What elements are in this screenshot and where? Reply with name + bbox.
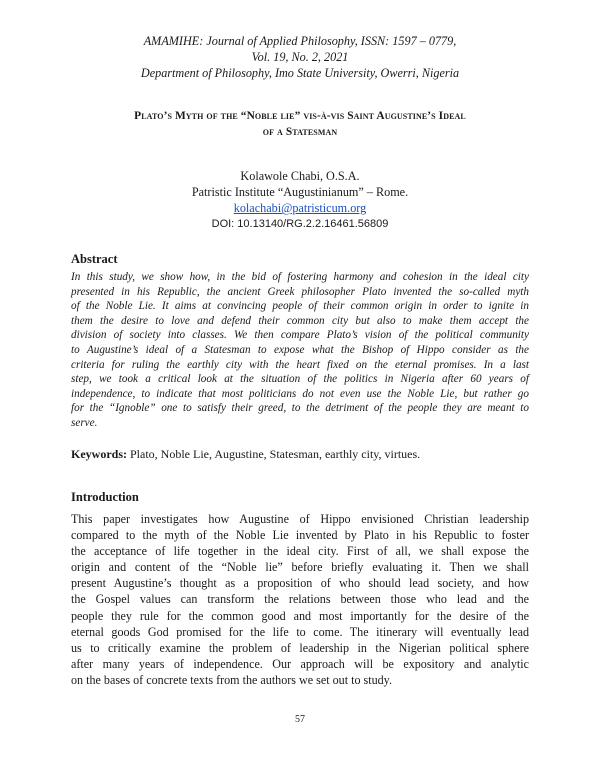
journal-volume: Vol. 19, No. 2, 2021 — [251, 50, 349, 64]
author-name: Kolawole Chabi, O.S.A. — [240, 169, 360, 183]
introduction-text — [71, 511, 529, 688]
author-affiliation: Patristic Institute “Augustinianum” – Rome. — [191, 185, 409, 199]
abstract-line: criteria for ruling the earthly city with the heart fixed on the eternal promises. In a last — [71, 358, 529, 371]
intro-line: present Augustine’s thought as a proposition of who should lead society, and how — [71, 576, 529, 591]
abstract-line: presented in his Republic, the ancient Greek philosopher Plato invented the so-called myth — [71, 285, 529, 298]
abstract-line: to Augustine’s ideal of a Statesman to expose what the Bishop of Hippo consider as the — [71, 343, 529, 356]
abstract-heading: Abstract — [71, 252, 118, 266]
abstract-line: them the desire to love and defend their common city but also to make them accept the — [71, 314, 529, 327]
journal-department: Department of Philosophy, Imo State University, Owerri, Nigeria — [140, 66, 460, 80]
abstract-line: In this study, we show how, in the bid of fostering harmony and cohesion in the ideal city — [71, 271, 529, 283]
intro-line: after many years of independence. Our approach will be expository and analytic — [71, 656, 529, 671]
page-number: 57 — [295, 714, 305, 725]
journal-citation: AMAMIHE: Journal of Applied Philosophy, ISSN: 1597 – 0779, — [143, 34, 457, 48]
author-email-link[interactable]: kolachabi@patristicum.org — [233, 201, 367, 215]
introduction-heading: Introduction — [71, 490, 139, 504]
intro-line: the Gospel values can transform the relations between those who lead and the — [71, 592, 529, 607]
intro-line: This paper investigates how Augustine of Hippo envisioned Christian leadership — [71, 512, 529, 526]
keywords-list: Plato, Noble Lie, Augustine, Statesman, earthly city, virtues. — [127, 447, 421, 461]
keywords-label: Keywords: — [71, 447, 127, 461]
abstract-line: independence, to indicate that most politicians do not even use the Noble Lie, but rather go — [71, 387, 529, 400]
abstract-text — [71, 270, 529, 431]
intro-line: us to critically examine the problem of leadership in the Nigerian political sphere — [71, 640, 529, 655]
title-line-1: Plato’s Myth of the “Noble lie” vis-à-vis Saint Augustine’s Ideal — [134, 110, 466, 122]
doi: DOI: 10.13140/RG.2.2.16461.56809 — [211, 218, 389, 230]
intro-line: people they rule for the common good and most importantly for the desire of the — [71, 608, 529, 623]
journal-header — [90, 33, 510, 81]
abstract-line: for the “Ignoble” one to satisfy their greed, to the detriment of the people they are meant to — [71, 402, 529, 415]
paper-title — [95, 108, 505, 140]
abstract-line: of the Noble Lie. It aims at convincing people of their common origin in order to ignite in — [71, 300, 529, 313]
intro-line: on the bases of concrete texts from the authors we set out to study. — [71, 672, 392, 687]
intro-line: eternal goods God promised for the life to come. The itinerary will eventually lead — [71, 624, 529, 639]
abstract-line: serve. — [71, 416, 98, 429]
author-block — [100, 168, 500, 232]
intro-line: the acceptance of life together in the ideal city. First of all, we shall expose the — [71, 544, 529, 559]
intro-line: origin and content of the “Noble lie” before briefly evaluating it. Then we shall — [71, 560, 529, 575]
abstract-line: division of society into classes. We then compare Plato’s vision of the political community — [71, 329, 529, 342]
abstract-line: step, we took a critical look at the situation of the politics in Nigeria after 60 years of — [71, 373, 529, 386]
title-line-2: of a Statesman — [262, 126, 338, 138]
keywords — [71, 447, 420, 462]
intro-line: compared to the myth of the Noble Lie invented by Plato in his Republic to foster — [71, 528, 529, 543]
